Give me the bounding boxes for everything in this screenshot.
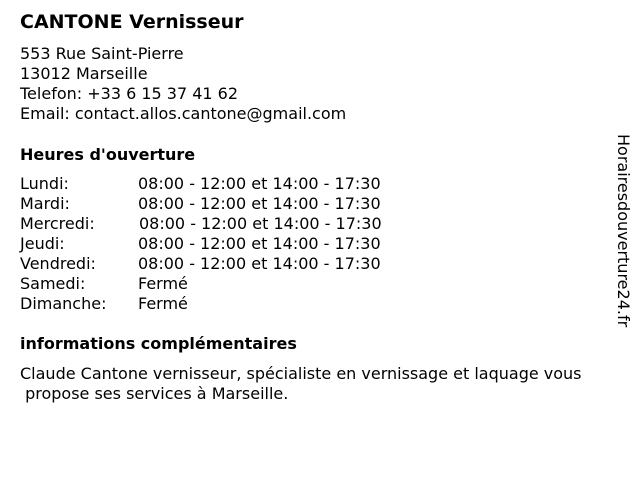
hours-day: Samedi:: [20, 274, 86, 293]
vertical-brand: [612, 134, 634, 344]
business-name: CANTONE Vernisseur: [20, 11, 244, 33]
email-text: Email: contact.allos.cantone@gmail.com: [20, 104, 347, 123]
hours-time: 08:00 - 12:00 et 14:00 - 17:30: [138, 254, 381, 273]
hours-heading: Heures d'ouverture: [20, 145, 196, 164]
address-city: 13012 Marseille: [20, 64, 148, 83]
hours-time: 08:00 - 12:00 et 14:00 - 17:30: [138, 174, 381, 193]
hours-day: Lundi:: [20, 174, 69, 193]
hours-time: Fermé: [138, 294, 188, 313]
hours-day: Vendredi:: [20, 254, 96, 273]
hours-time: 08:00 - 12:00 et 14:00 - 17:30: [138, 234, 381, 253]
hours-day: Mercredi:: [20, 214, 95, 233]
hours-time: Fermé: [138, 274, 188, 293]
contact-block: [20, 44, 346, 124]
brand-watermark-text: Horairesdouverture24.fr: [614, 134, 633, 328]
info-line: propose ses services à Marseille.: [20, 384, 289, 403]
info-heading: informations complémentaires: [20, 334, 297, 353]
phone-text: Telefon: +33 6 15 37 41 62: [20, 84, 239, 103]
hours-day: Jeudi:: [20, 234, 65, 253]
hours-day: Mardi:: [20, 194, 70, 213]
hours-day: Dimanche:: [20, 294, 107, 313]
address-street: 553 Rue Saint-Pierre: [20, 44, 184, 63]
info-line: Claude Cantone vernisseur, spécialiste en vernissage et laquage vous: [20, 364, 582, 383]
info-description: [20, 364, 630, 404]
hours-time: 08:00 - 12:00 et 14:00 - 17:30: [138, 194, 381, 213]
hours-time: 08:00 - 12:00 et 14:00 - 17:30: [139, 214, 382, 233]
